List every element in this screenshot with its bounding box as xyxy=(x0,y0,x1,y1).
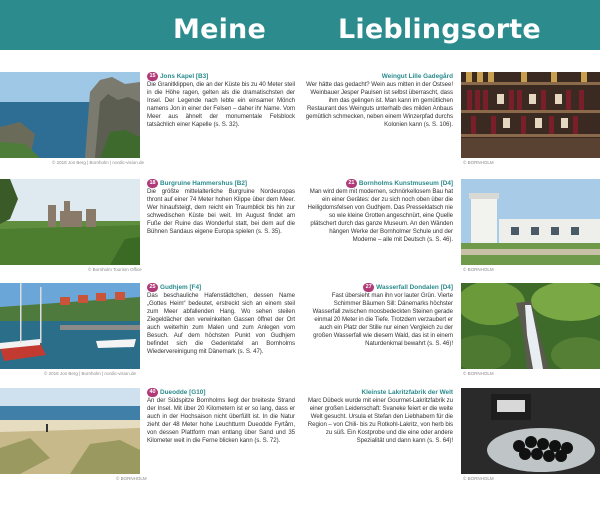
photo-gudhjem xyxy=(0,283,140,369)
entry-body: Fast übersieht man ihn vor lauter Grün. Vierte Schimmer Bäumen Sill: Dänemarks höchster Wasserfall zwischen moosbedeckten Steinen gerade einmal 20 Meter in die Tiefe. Trotzdem verzaubert er auch ein Platz der Stille nur einen Vergleich zu der großen Wasserfall wie diesem Wald, das ist in einem Naturdenkmal bewahrt (s. S. 46)! xyxy=(312,292,453,348)
entry-body: An der Südspitze Bornholms liegt der breiteste Strand der Insel. Mit über 20 Kilometern ist er so lang, dass er auch in der Hochsaison nicht überfüllt ist. In die Natur zieht der 48 Meter hohe Leuchtturm Dueodde Fyrtårn, von dessen Plattform man entlang über Sand und 35 Kilometer weit in die Ferne blicken kann (s. S. 72). xyxy=(147,397,295,445)
entry-title: Jons Kapel [B3] xyxy=(160,73,209,80)
entry-body: Man wird dem mit modernen, schnörkellosem Bau hat ein einer Gerätes: der zu sich noch oben über die Heiligdomsfelsen von Gudhjem. Das Presseklatsch nie so wie kleine Grotten angeschnürt, eine Quelle plätschert durch das ganze Museum. An den Wänden hängen Werke der Bornholmer Schule und der Moderne – alle mit Deutsch (s. S. 46). xyxy=(307,188,453,244)
entry-body: Das beschauliche Hafenstädtchen, dessen Name „Gottes Heim“ bedeutet, erstreckt sich an einem steil zum Meer abfallenden Hang. Wo sehen steilen Ziegeldächer den verwinkelten Gassen öffnet der Ort auch weiterhin zum Malen und zum Anlegen vom Besuch. Auf dem höchsten Punkt von Gudhjem befindet sich die Gedenktafel an Bornholms Wiedervereinigung mit Dänemark (s. S. 47). xyxy=(147,292,295,356)
entry-kunstmuseum xyxy=(305,179,453,279)
entry-number-badge: 15 xyxy=(147,72,158,81)
photo-credit: © BORNHOLM xyxy=(463,267,494,272)
entry-title: Bornholms Kunstmuseum [D4] xyxy=(358,180,453,187)
entry-number-badge: 40 xyxy=(147,388,158,397)
entry-jons-kapel xyxy=(147,72,295,172)
entry-body: Die Granitklippen, die an der Küste bis zu 40 Meter steil in die Höhe ragen, gelten als die dramatischsten der Insel. Der Legende nach lebte ein einsamer Mönch namens Jon in einer der Felsen – daher ihr Name. Vom Meer aus ähnelt der monumentale Felsblock tatsächlich einer Kapelle (s. S. 32). xyxy=(147,81,295,129)
photo-credit: © 2018 Jon Berg | Bornholm | nordic-vision.de xyxy=(52,160,144,165)
entry-lakritzfabrik xyxy=(305,388,453,488)
entry-row-1 xyxy=(0,72,600,172)
entry-title: Weingut Lille Gadegård xyxy=(381,73,453,80)
entry-body: Marc Dübeck wurde mit einer Gourmet-Lakritzfabrik zu einer großen Leidenschaft: Svaneke feiert er die weite Welt gesucht. Ursula et Stefan den Liebhabern für die Region – von Chili- bis zu Rotkohl-Lakritz, von herb bis zu süß. Ein Kostprobe und die eine oder andere Spezialität und dann kann (s. S. 64)! xyxy=(307,397,453,445)
entry-number-badge: 27 xyxy=(363,283,374,292)
entry-number-badge: 21 xyxy=(346,179,357,188)
page-title-right: Lieblingsorte xyxy=(338,14,541,45)
entry-number-badge: 18 xyxy=(147,179,158,188)
entry-row-4 xyxy=(0,388,600,488)
photo-weingut xyxy=(461,72,600,158)
entry-row-2 xyxy=(0,179,600,279)
entry-title: Wasserfall Dondalen [D4] xyxy=(376,284,453,291)
entry-title: Gudhjem [F4] xyxy=(160,284,202,291)
page-header xyxy=(0,0,600,50)
photo-jons-kapel xyxy=(0,72,140,158)
entry-body: Wer hätte das gedacht? Wein aus mitten in der Ostsee! Weinbauer Jesper Paulsen ist selbst überrascht, dass ihm das gelingen ist. Man kann im gemütlichen Restaurant des Weinguts unterhalb des milden Anbaus gemütlich schmecken, neben einem Winzerpfad durchs Kolonien kann (s. S. 106). xyxy=(305,81,453,129)
photo-credit: © BORNHOLM xyxy=(463,476,494,481)
entry-dueodde xyxy=(147,388,295,488)
photo-credit: © 2018 Jon Berg | Bornholm | nordic-vision.de xyxy=(44,371,136,376)
entry-gudhjem xyxy=(147,283,295,383)
entry-weingut xyxy=(305,72,453,172)
photo-wasserfall xyxy=(461,283,600,369)
entry-number-badge: 25 xyxy=(147,283,158,292)
photo-lakritz xyxy=(461,388,600,474)
photo-credit: © BORNHOLM xyxy=(116,476,147,481)
entry-body: Die größte mittelalterliche Burgruine Nordeuropas thront auf einer 74 Meter hohen Klippe über dem Meer. Wer hinaufsteigt, dem reicht ein Traumblick bis hin zur schwedischen Küste bei weit. Im August findet am Fuße der Ruine das Wonderful statt, bei dem auf die Bühnen Sandaus eigene Europa spielen (s. S. 35). xyxy=(147,188,295,236)
entry-row-3 xyxy=(0,283,600,383)
entry-title: Kleinste Lakritzfabrik der Welt xyxy=(361,389,453,396)
photo-credit: © BORNHOLM xyxy=(463,160,494,165)
entry-title: Dueodde [G10] xyxy=(160,389,206,396)
photo-dueodde xyxy=(0,388,140,474)
page-title-left: Meine xyxy=(173,14,266,45)
photo-kunstmuseum xyxy=(461,179,600,265)
photo-credit: © Bornholm Tourism Office xyxy=(88,267,142,272)
entry-title: Burgruine Hammershus [B2] xyxy=(160,180,248,187)
entry-wasserfall xyxy=(305,283,453,383)
photo-hammershus xyxy=(0,179,140,265)
entry-hammershus xyxy=(147,179,295,279)
photo-credit: © BORNHOLM xyxy=(463,371,494,376)
